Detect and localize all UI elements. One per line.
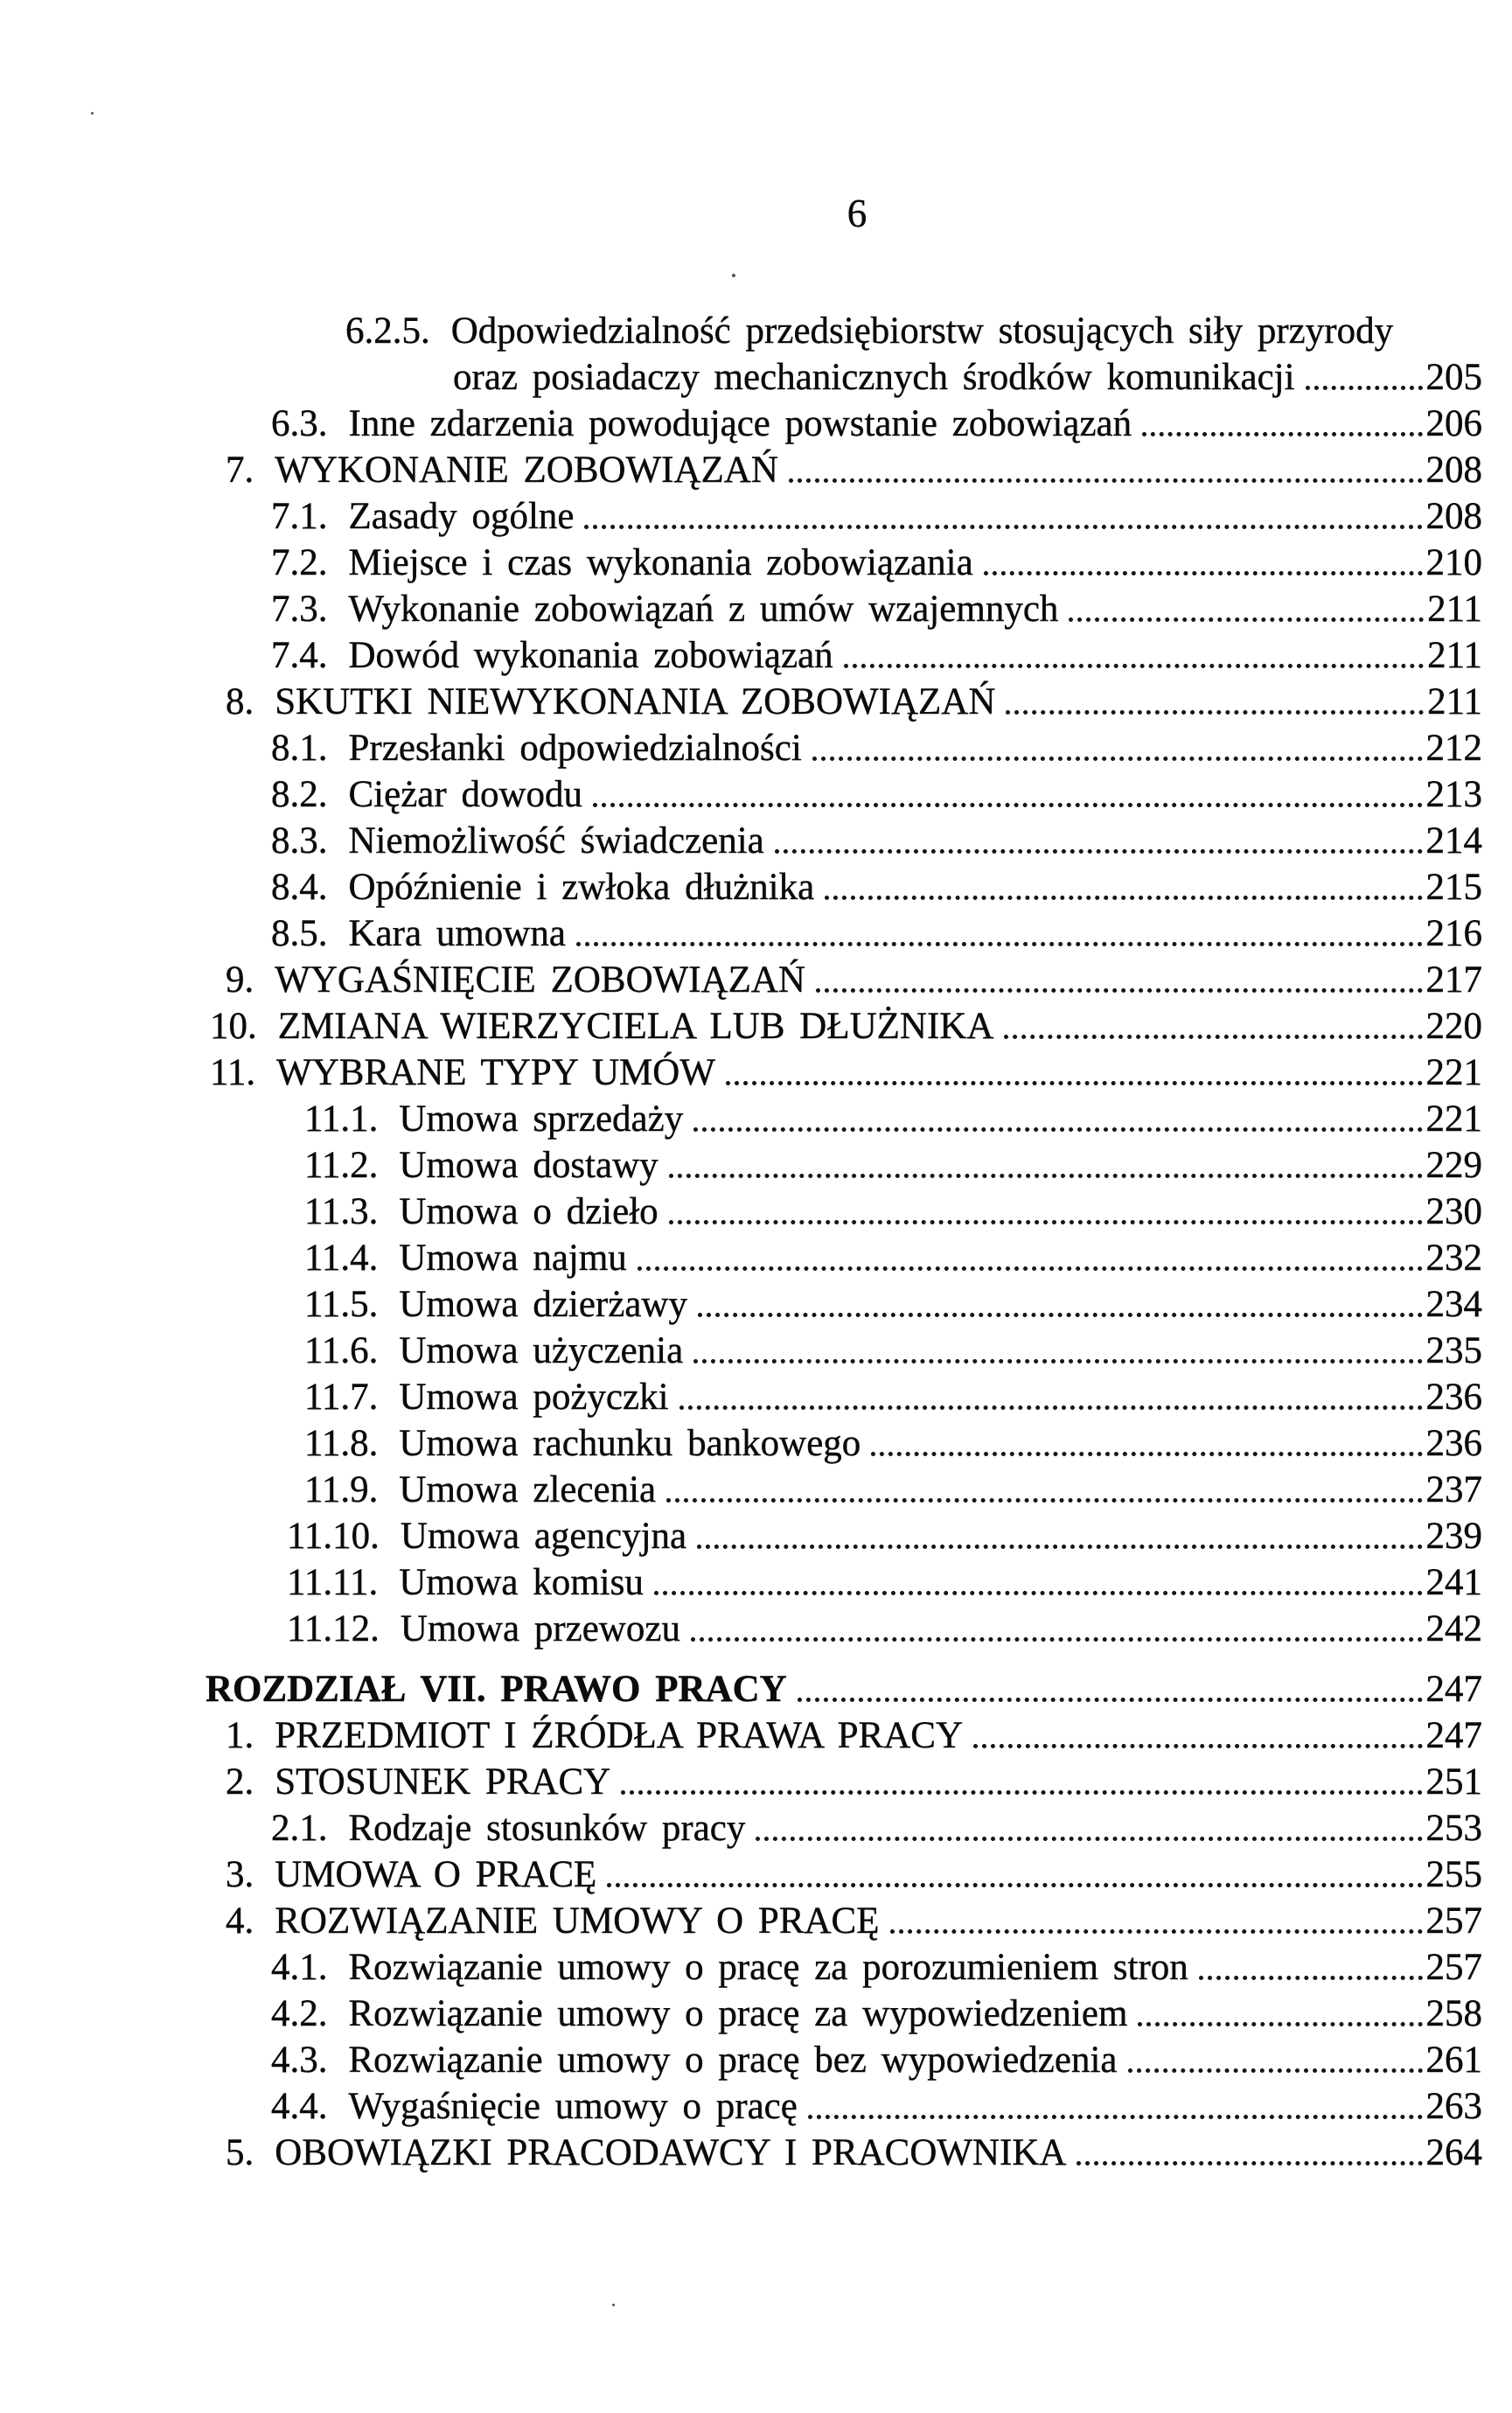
entry-title: Umowa dzierżawy <box>399 1284 687 1325</box>
entry-title: Kara umowna <box>348 913 566 954</box>
entry-page-number: 235 <box>1425 1330 1482 1371</box>
dot-leader <box>607 1883 1422 1887</box>
dot-leader <box>726 1081 1423 1085</box>
entry-page-number: 247 <box>1425 1669 1482 1710</box>
dot-leader <box>584 525 1422 529</box>
entry-page-number: 257 <box>1425 1947 1482 1988</box>
entry-title: Umowa najmu <box>399 1238 627 1279</box>
dot-leader <box>679 1405 1423 1410</box>
entry-number: 2.1. <box>271 1808 328 1849</box>
toc-entry <box>0 1805 1512 1852</box>
entry-page-number: 212 <box>1425 728 1482 769</box>
toc-entry <box>0 401 1512 447</box>
dot-leader <box>1069 617 1424 622</box>
entry-number: 11.11. <box>287 1562 379 1603</box>
entry-title: Wygaśnięcie umowy o pracę <box>348 2086 798 2127</box>
dot-leader <box>789 478 1423 483</box>
dot-leader <box>669 1174 1423 1178</box>
entry-page-number: 221 <box>1425 1052 1482 1093</box>
entry-title: Umowa rachunku bankowego <box>399 1423 861 1464</box>
entry-page-number: 216 <box>1425 913 1482 954</box>
entry-page-number: 247 <box>1425 1715 1482 1756</box>
scan-speck <box>732 274 735 277</box>
toc-entry <box>0 1281 1512 1328</box>
entry-page-number: 237 <box>1425 1469 1482 1510</box>
entry-number: 4. <box>226 1900 254 1942</box>
entry-title: Miejsce i czas wykonania zobowiązania <box>348 542 973 583</box>
entry-page-number: 251 <box>1425 1761 1482 1803</box>
entry-number: 11.10. <box>287 1516 380 1557</box>
entry-number: 4.4. <box>271 2086 328 2127</box>
toc-entry <box>0 771 1512 818</box>
entry-number: 3. <box>226 1854 254 1895</box>
entry-number: 4.3. <box>271 2040 328 2081</box>
toc-entry <box>0 2083 1512 2130</box>
toc-entry <box>0 1559 1512 1606</box>
toc-entry <box>0 1467 1512 1513</box>
entry-title: STOSUNEK PRACY <box>275 1761 611 1803</box>
entry-number: 8.4. <box>271 867 328 908</box>
entry-title: UMOWA O PRACĘ <box>275 1854 597 1895</box>
entry-title: Inne zdarzenia powodujące powstanie zobowiązań <box>348 403 1132 444</box>
entry-page-number: 229 <box>1425 1145 1482 1186</box>
entry-title: Rozwiązanie umowy o pracę bez wypowiedzenia <box>348 2040 1118 2081</box>
toc-entry <box>0 1898 1512 1944</box>
dot-leader <box>593 803 1422 807</box>
entry-number: 11.12. <box>287 1608 380 1649</box>
entry-number: 8.2. <box>271 774 328 815</box>
entry-title: Opóźnienie i zwłoka dłużnika <box>348 867 815 908</box>
toc-entry <box>0 632 1512 679</box>
entry-page-number: 208 <box>1425 450 1482 491</box>
entry-page-number: 264 <box>1425 2132 1482 2173</box>
entry-title: Umowa pożyczki <box>399 1377 669 1418</box>
entry-page-number: 220 <box>1425 1006 1482 1047</box>
entry-number: 11.7. <box>304 1377 379 1418</box>
entry-number: 6.3. <box>271 403 328 444</box>
toc-entry <box>0 1944 1512 1991</box>
entry-title: SKUTKI NIEWYKONANIA ZOBOWIĄZAŃ <box>275 681 996 722</box>
toc-entry <box>0 864 1512 910</box>
entry-page-number: 213 <box>1425 774 1482 815</box>
dot-leader <box>576 942 1423 946</box>
entry-page-number: 255 <box>1425 1854 1482 1895</box>
toc-entry <box>0 1235 1512 1281</box>
toc-entry <box>0 1712 1512 1759</box>
entry-page-number: 242 <box>1425 1608 1482 1649</box>
toc-entry <box>0 1991 1512 2037</box>
entry-title: WYBRANE TYPY UMÓW <box>276 1052 715 1093</box>
dot-leader <box>812 757 1423 761</box>
toc-entry <box>0 1374 1512 1420</box>
entry-number: 11.3. <box>304 1191 379 1232</box>
entry-number: 8.5. <box>271 913 328 954</box>
entry-page-number: 210 <box>1425 542 1482 583</box>
page-number: 6 <box>847 192 867 235</box>
dot-leader <box>816 988 1423 993</box>
entry-number: 1. <box>226 1715 254 1756</box>
entry-title: Umowa agencyjna <box>400 1516 687 1557</box>
toc-entry <box>0 1666 1512 1712</box>
dot-leader <box>798 1698 1423 1702</box>
entry-number: 4.2. <box>271 1993 328 2034</box>
entry-number: 9. <box>226 959 254 1001</box>
entry-number: 7.2. <box>271 542 328 583</box>
entry-title: OBOWIĄZKI PRACODAWCY I PRACOWNIKA <box>275 2132 1067 2173</box>
dot-leader <box>1077 2161 1422 2165</box>
dot-leader <box>890 1929 1423 1934</box>
entry-number: 11.6. <box>304 1330 379 1371</box>
entry-title: ZMIANA WIERZYCIELA LUB DŁUŻNIKA <box>277 1006 994 1047</box>
entry-number: 4.1. <box>271 1947 328 1988</box>
entry-page-number: 236 <box>1425 1423 1482 1464</box>
toc-entry <box>0 818 1512 864</box>
toc-entry <box>0 679 1512 725</box>
entry-page-number: 230 <box>1425 1191 1482 1232</box>
entry-number: 10. <box>210 1006 257 1047</box>
entry-page-number: 232 <box>1425 1238 1482 1279</box>
toc-entry <box>0 586 1512 632</box>
entry-page-number: 221 <box>1425 1098 1482 1140</box>
toc-entry <box>0 1513 1512 1559</box>
dot-leader <box>691 1637 1423 1642</box>
dot-leader <box>825 896 1422 900</box>
dot-leader <box>1004 1035 1422 1039</box>
entry-page-number: 239 <box>1425 1516 1482 1557</box>
dot-leader <box>1006 710 1424 715</box>
entry-title: WYKONANIE ZOBOWIĄZAŃ <box>275 450 778 491</box>
dot-leader <box>698 1313 1423 1317</box>
toc-entry <box>0 1050 1512 1096</box>
entry-title: Dowód wykonania zobowiązań <box>348 635 833 676</box>
entry-number: 5. <box>226 2132 254 2173</box>
entry-page-number: 217 <box>1425 959 1482 1001</box>
entry-number: 11.5. <box>304 1284 379 1325</box>
entry-page-number: 215 <box>1425 867 1482 908</box>
toc-entry <box>0 354 1512 401</box>
toc-entry <box>0 1852 1512 1898</box>
dot-leader <box>621 1790 1422 1795</box>
dot-leader <box>1306 386 1423 390</box>
entry-number: 7.1. <box>271 496 328 537</box>
dot-leader <box>984 571 1423 575</box>
toc-entry <box>0 1003 1512 1050</box>
entry-number: 2. <box>226 1761 254 1803</box>
entry-number: 7.3. <box>271 589 328 630</box>
table-of-contents <box>0 308 1512 2176</box>
dot-leader <box>973 1744 1422 1748</box>
dot-leader <box>775 849 1423 854</box>
dot-leader <box>756 1837 1422 1841</box>
entry-title: Umowa użyczenia <box>399 1330 684 1371</box>
entry-title: oraz posiadaczy mechanicznych środków komunikacji <box>453 357 1295 398</box>
entry-title: Wykonanie zobowiązań z umów wzajemnych <box>348 589 1059 630</box>
dot-leader <box>693 1359 1422 1363</box>
toc-entry <box>0 447 1512 493</box>
entry-title: PRZEDMIOT I ŹRÓDŁA PRAWA PRACY <box>275 1715 964 1756</box>
toc-entry <box>0 308 1512 354</box>
entry-title: Przesłanki odpowiedzialności <box>348 728 802 769</box>
dot-leader <box>1138 2022 1422 2026</box>
entry-title: Zasady ogólne <box>348 496 575 537</box>
dot-leader <box>669 1220 1423 1224</box>
entry-title: Rozwiązanie umowy o pracę za porozumieniem stron <box>348 1947 1188 1988</box>
dot-leader <box>666 1498 1422 1503</box>
entry-page-number: 253 <box>1425 1808 1482 1849</box>
dot-leader <box>693 1127 1422 1132</box>
entry-page-number: 208 <box>1425 496 1482 537</box>
toc-entry <box>0 493 1512 540</box>
dot-leader <box>654 1591 1423 1595</box>
dot-leader <box>844 664 1424 668</box>
toc-entry <box>0 1328 1512 1374</box>
entry-page-number: 236 <box>1425 1377 1482 1418</box>
toc-entry <box>0 1189 1512 1235</box>
entry-number: 7.4. <box>271 635 328 676</box>
entry-title: Umowa sprzedaży <box>399 1098 684 1140</box>
entry-number: 7. <box>226 450 254 491</box>
entry-number: 8. <box>226 681 254 722</box>
entry-title: ROZWIĄZANIE UMOWY O PRACĘ <box>275 1900 880 1942</box>
entry-page-number: 205 <box>1425 357 1482 398</box>
entry-page-number: 214 <box>1425 820 1482 861</box>
toc-entry <box>0 1142 1512 1189</box>
entry-title: Niemożliwość świadczenia <box>348 820 764 861</box>
entry-title: ROZDZIAŁ VII. PRAWO PRACY <box>206 1669 787 1710</box>
entry-page-number: 263 <box>1425 2086 1482 2127</box>
dot-leader <box>1142 432 1422 436</box>
dot-leader <box>697 1545 1422 1549</box>
entry-number: 11.4. <box>304 1238 379 1279</box>
toc-entry <box>0 1759 1512 1805</box>
dot-leader <box>1199 1976 1423 1980</box>
entry-title: Umowa o dzieło <box>399 1191 658 1232</box>
entry-number: 11.1. <box>304 1098 379 1140</box>
dot-leader <box>638 1266 1423 1271</box>
entry-title: WYGAŚNIĘCIE ZOBOWIĄZAŃ <box>275 959 805 1001</box>
entry-page-number: 206 <box>1425 403 1482 444</box>
entry-page-number: 211 <box>1427 635 1482 676</box>
entry-title: Umowa komisu <box>399 1562 644 1603</box>
toc-entry <box>0 540 1512 586</box>
entry-title: Umowa zlecenia <box>399 1469 657 1510</box>
scan-speck <box>612 2304 615 2306</box>
entry-page-number: 261 <box>1425 2040 1482 2081</box>
entry-number: 6.2.5. <box>345 310 430 352</box>
entry-page-number: 258 <box>1425 1993 1482 2034</box>
entry-page-number: 241 <box>1425 1562 1482 1603</box>
entry-number: 11.2. <box>304 1145 379 1186</box>
entry-number: 8.1. <box>271 728 328 769</box>
entry-title: Rodzaje stosunków pracy <box>348 1808 746 1849</box>
entry-title: Rozwiązanie umowy o pracę za wypowiedzeniem <box>348 1993 1128 2034</box>
entry-title: Ciężar dowodu <box>348 774 583 815</box>
entry-number: 11.8. <box>304 1423 379 1464</box>
entry-page-number: 211 <box>1427 681 1482 722</box>
toc-entry <box>0 725 1512 771</box>
entry-page-number: 257 <box>1425 1900 1482 1942</box>
toc-entry <box>0 1606 1512 1652</box>
dot-leader <box>871 1452 1422 1456</box>
scan-speck <box>91 112 94 115</box>
entry-page-number: 234 <box>1425 1284 1482 1325</box>
entry-title: Umowa dostawy <box>399 1145 658 1186</box>
toc-entry <box>0 2130 1512 2176</box>
entry-number: 8.3. <box>271 820 328 861</box>
dot-leader <box>808 2115 1423 2119</box>
toc-entry <box>0 1096 1512 1142</box>
toc-entry <box>0 1420 1512 1467</box>
entry-page-number: 211 <box>1427 589 1482 630</box>
entry-number: 11. <box>210 1052 256 1093</box>
toc-entry <box>0 2037 1512 2083</box>
entry-title: Umowa przewozu <box>400 1608 680 1649</box>
toc-entry <box>0 910 1512 957</box>
entry-number: 11.9. <box>304 1469 379 1510</box>
toc-entry <box>0 957 1512 1003</box>
dot-leader <box>1128 2068 1423 2073</box>
entry-title: Odpowiedzialność przedsiębiorstw stosujących siły przyrody <box>450 310 1394 352</box>
